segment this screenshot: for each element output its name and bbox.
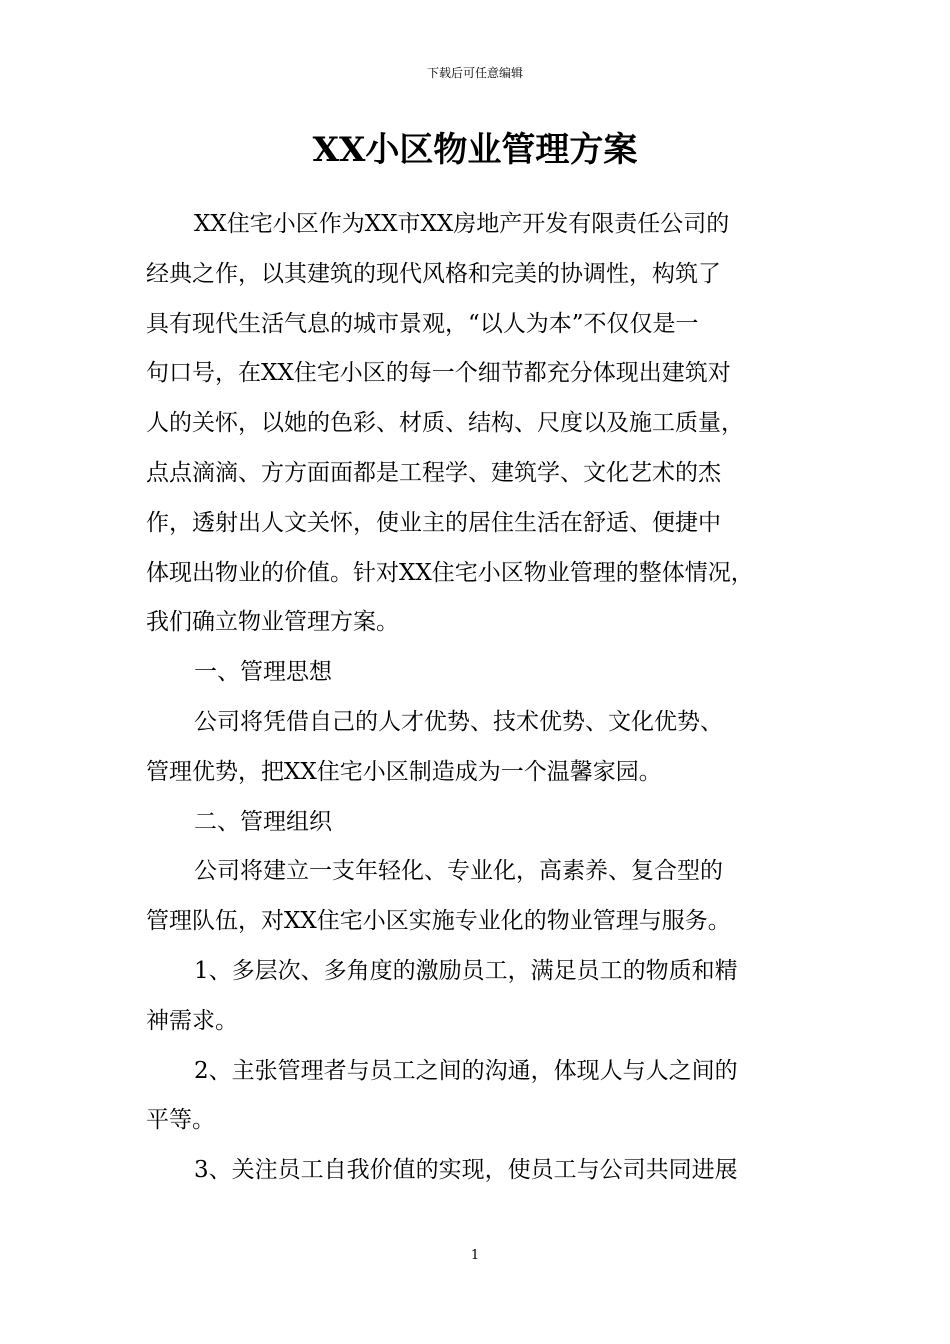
page-number: 1 <box>470 1248 480 1263</box>
body-text-line: 二、管理组织 <box>194 808 332 835</box>
body-text-line: 句口号，在XX住宅小区的每一个细节都充分体现出建筑对 <box>146 360 731 387</box>
document-title: XX小区物业管理方案 <box>312 130 638 170</box>
body-text-line: 公司将凭借自己的人才优势、技术优势、文化优势、 <box>194 708 723 735</box>
body-text-line: 体现出物业的价值。针对XX住宅小区物业管理的整体情况， <box>146 559 754 586</box>
body-text-line: XX住宅小区作为XX市XX房地产开发有限责任公司的 <box>194 211 730 237</box>
body-text-line: 具有现代生活气息的城市景观，“以人为本”不仅仅是一 <box>146 310 699 337</box>
header-note: 下载后可任意编辑 <box>426 66 523 80</box>
body-text-line: 管理队伍，对XX住宅小区实施专业化的物业管理与服务。 <box>146 908 731 935</box>
body-text-line: 作，透射出人文关怀，使业主的居住生活在舒适、便捷中 <box>146 509 721 536</box>
body-text-line: 公司将建立一支年轻化、专业化，高素养、复合型的 <box>194 858 723 885</box>
body-text-line: 管理优势，把XX住宅小区制造成为一个温馨家园。 <box>146 758 662 785</box>
body-text-line: 2、主张管理者与员工之间的沟通，体现人与人之间的 <box>194 1057 738 1084</box>
body-text-line: 一、管理思想 <box>194 659 332 686</box>
body-text-line: 我们确立物业管理方案。 <box>146 609 399 636</box>
body-text-line: 1、多层次、多角度的激励员工，满足员工的物质和精 <box>194 957 738 984</box>
body-text-line: 人的关怀，以她的色彩、材质、结构、尺度以及施工质量， <box>146 410 744 437</box>
body-text-line: 经典之作，以其建筑的现代风格和完美的协调性，构筑了 <box>146 260 721 287</box>
body-text-line: 点点滴滴、方方面面都是工程学、建筑学、文化艺术的杰 <box>146 459 721 486</box>
body-text-line: 平等。 <box>146 1107 215 1134</box>
document-body <box>146 200 806 1196</box>
body-text-line: 神需求。 <box>146 1007 238 1034</box>
body-text-line: 3、关注员工自我价值的实现，使员工与公司共同进展 <box>194 1157 738 1184</box>
